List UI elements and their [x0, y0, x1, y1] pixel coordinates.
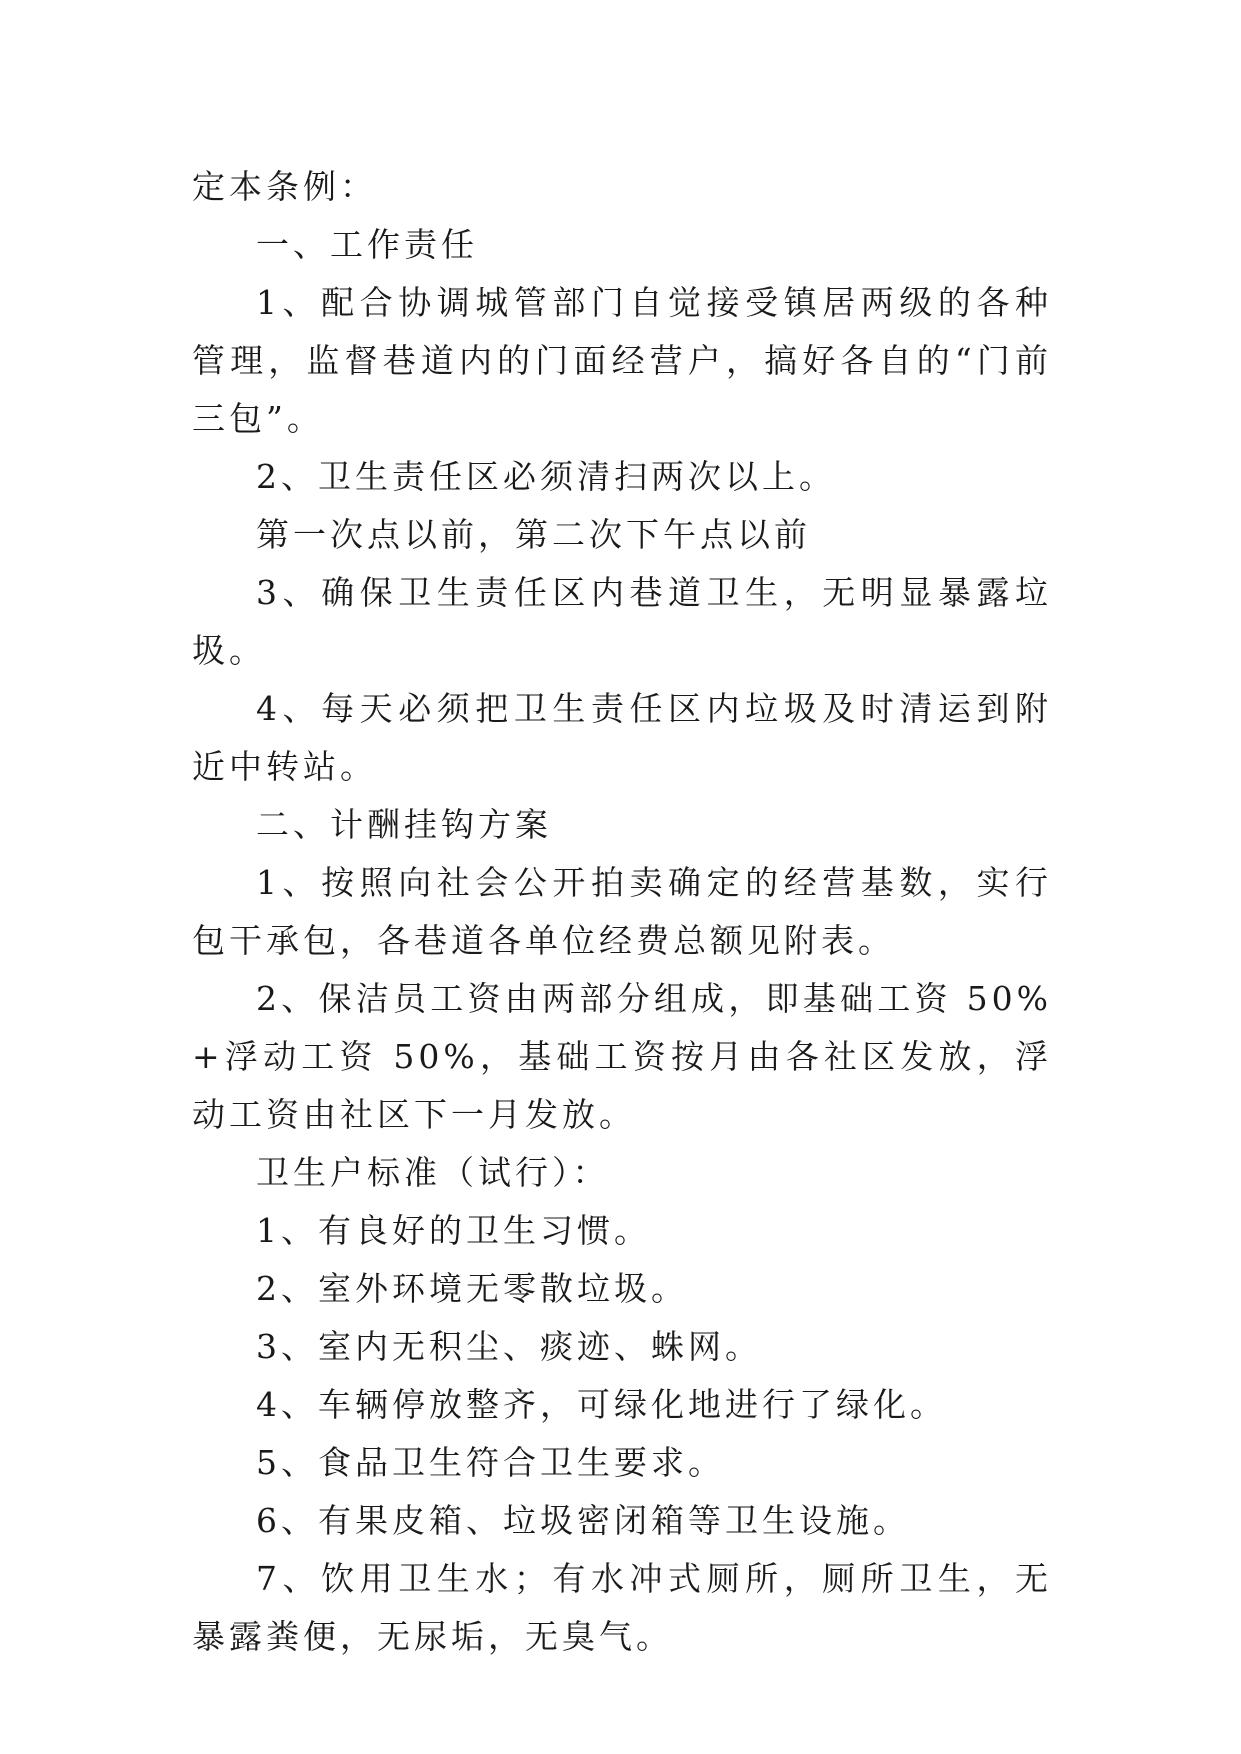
list-item: 7、饮用卫生水；有水冲式厕所，厕所卫生，无暴露粪便，无尿垢，无臭气。 — [192, 1559, 1052, 1656]
paragraph: 3、确保卫生责任区内巷道卫生，无明显暴露垃圾。 — [192, 573, 1052, 670]
document-body — [192, 158, 1052, 1666]
section-heading: 卫生户标准（试行）： — [256, 1153, 610, 1192]
list-item: 4、车辆停放整齐，可绿化地进行了绿化。 — [256, 1385, 947, 1424]
paragraph: 1、按照向社会公开拍卖确定的经营基数，实行包干承包，各巷道各单位经费总额见附表。 — [192, 863, 1052, 960]
list-item: 1、有良好的卫生习惯。 — [256, 1211, 651, 1250]
paragraph: 4、每天必须把卫生责任区内垃圾及时清运到附近中转站。 — [192, 689, 1052, 786]
list-item: 3、室内无积尘、痰迹、蛛网。 — [256, 1327, 762, 1366]
paragraph: 1、配合协调城管部门自觉接受镇居两级的各种管理，监督巷道内的门面经营户，搞好各自的“门前三包”。 — [192, 283, 1052, 438]
section-heading: 二、计酬挂钩方案 — [256, 805, 552, 844]
list-item: 2、室外环境无零散垃圾。 — [256, 1269, 688, 1308]
paragraph: 定本条例： — [192, 167, 377, 206]
list-item: 6、有果皮箱、垃圾密闭箱等卫生设施。 — [256, 1501, 910, 1540]
paragraph: 2、保洁员工资由两部分组成，即基础工资 50%+浮动工资 50%，基础工资按月由各社区发放，浮动工资由社区下一月发放。 — [192, 979, 1052, 1134]
list-item: 5、食品卫生符合卫生要求。 — [256, 1443, 725, 1482]
paragraph: 第一次点以前，第二次下午点以前 — [256, 515, 811, 554]
paragraph: 2、卫生责任区必须清扫两次以上。 — [256, 457, 836, 496]
section-heading: 一、工作责任 — [256, 225, 478, 264]
